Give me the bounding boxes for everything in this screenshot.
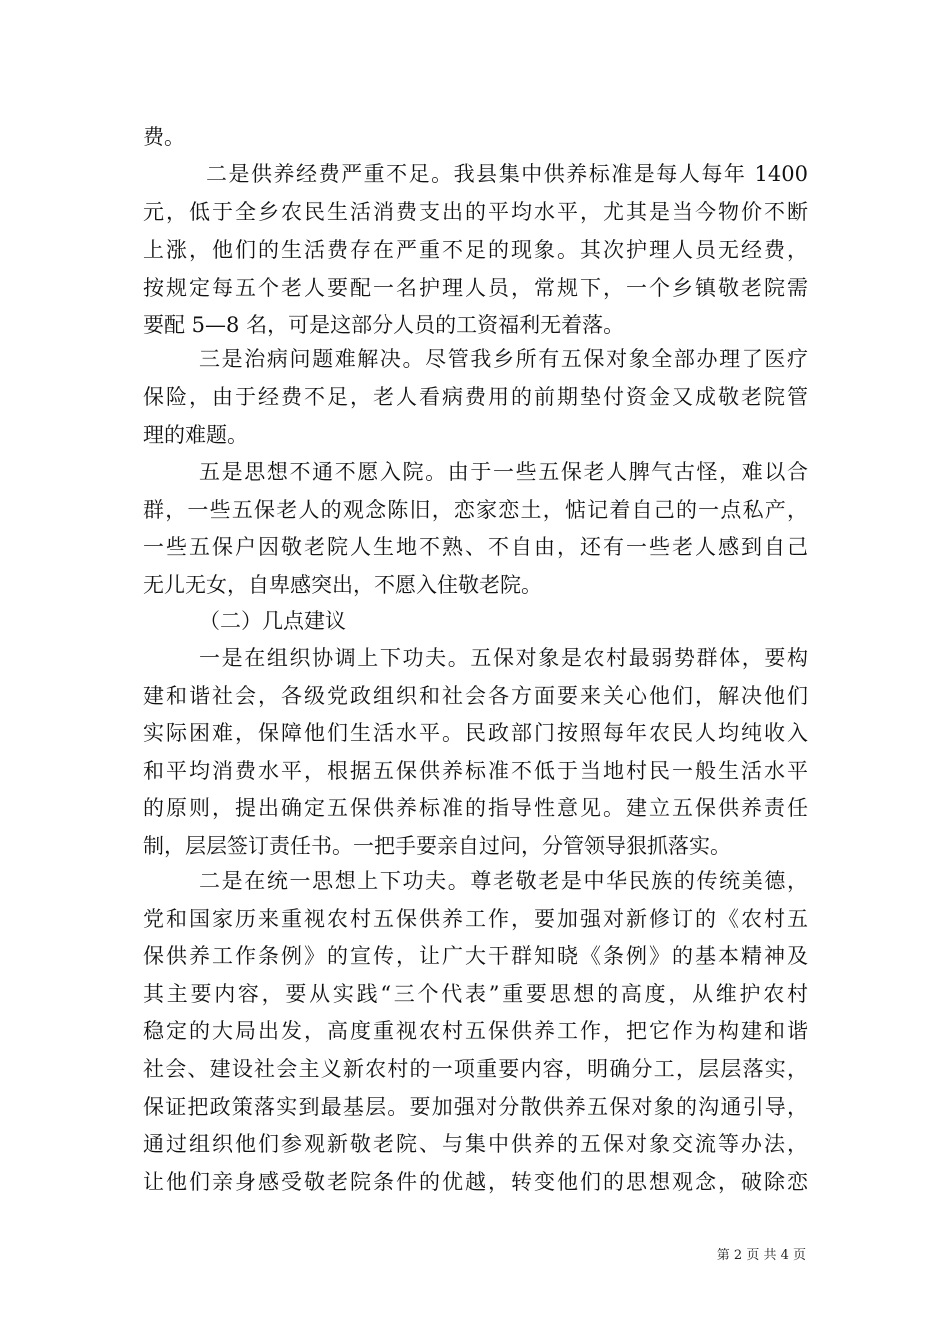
paragraph-line: 稳定的大局出发，高度重视农村五保供养工作，把它作为构建和谐 [143, 1019, 808, 1043]
paragraph-line: 五是思想不通不愿入院。由于一些五保老人脾气古怪，难以合 [199, 460, 808, 484]
paragraph-line: 二是供养经费严重不足。我县集中供养标准是每人每年 1400 [206, 162, 808, 186]
paragraph-line: 无儿无女，自卑感突出，不愿入住敬老院。 [143, 573, 542, 597]
paragraph-line: 保供养工作条例》的宣传，让广大干群知晓《条例》的基本精神及 [143, 944, 808, 968]
paragraph-line: 保证把政策落实到最基层。要加强对分散供养五保对象的沟通引导， [143, 1095, 808, 1119]
paragraph-line: 让他们亲身感受敬老院条件的优越，转变他们的思想观念，破除恋 [143, 1170, 808, 1194]
paragraph-line: 实际困难，保障他们生活水平。民政部门按照每年农民人均纯收入 [143, 721, 808, 745]
paragraph-line: 一是在组织协调上下功夫。五保对象是农村最弱势群体，要构 [199, 646, 808, 670]
paragraph-line: 的原则，提出确定五保供养标准的指导性意见。建立五保供养责任 [143, 796, 808, 820]
page-number: 第 2 页 共 4 页 [716, 1248, 806, 1263]
paragraph-line: 保险，由于经费不足，老人看病费用的前期垫付资金又成敬老院管 [143, 385, 808, 409]
paragraph-line: 费。 [143, 125, 185, 149]
paragraph-line: 三是治病问题难解决。尽管我乡所有五保对象全部办理了医疗 [199, 347, 808, 371]
section-heading: （二）几点建议 [199, 609, 346, 633]
paragraph-line: 和平均消费水平，根据五保供养标准不低于当地村民一般生活水平 [143, 759, 808, 783]
paragraph-line: 要配 5—8 名，可是这部分人员的工资福利无着落。 [143, 313, 625, 337]
paragraph-line: 理的难题。 [143, 423, 248, 447]
paragraph-line: 建和谐社会，各级党政组织和社会各方面要来关心他们，解决他们 [143, 684, 808, 708]
paragraph-line: 一些五保户因敬老院人生地不熟、不自由，还有一些老人感到自己 [143, 535, 808, 559]
paragraph-line: 通过组织他们参观新敬老院、与集中供养的五保对象交流等办法， [143, 1132, 808, 1156]
paragraph-line: 党和国家历来重视农村五保供养工作，要加强对新修订的《农村五 [143, 907, 808, 931]
paragraph-line: 制，层层签订责任书。一把手要亲自过问，分管领导狠抓落实。 [143, 834, 731, 858]
paragraph-line: 按规定每五个老人要配一名护理人员，常规下，一个乡镇敬老院需 [143, 276, 808, 300]
paragraph-line: 其主要内容，要从实践“三个代表”重要思想的高度，从维护农村 [143, 982, 808, 1006]
paragraph-line: 二是在统一思想上下功夫。尊老敬老是中华民族的传统美德， [199, 869, 808, 893]
paragraph-line: 元，低于全乡农民生活消费支出的平均水平，尤其是当今物价不断 [143, 200, 808, 224]
paragraph-line: 社会、建设社会主义新农村的一项重要内容，明确分工，层层落实， [143, 1057, 808, 1081]
paragraph-line: 上涨，他们的生活费存在严重不足的现象。其次护理人员无经费， [143, 238, 808, 262]
paragraph-line: 群，一些五保老人的观念陈旧，恋家恋土，惦记着自己的一点私产， [143, 498, 808, 522]
